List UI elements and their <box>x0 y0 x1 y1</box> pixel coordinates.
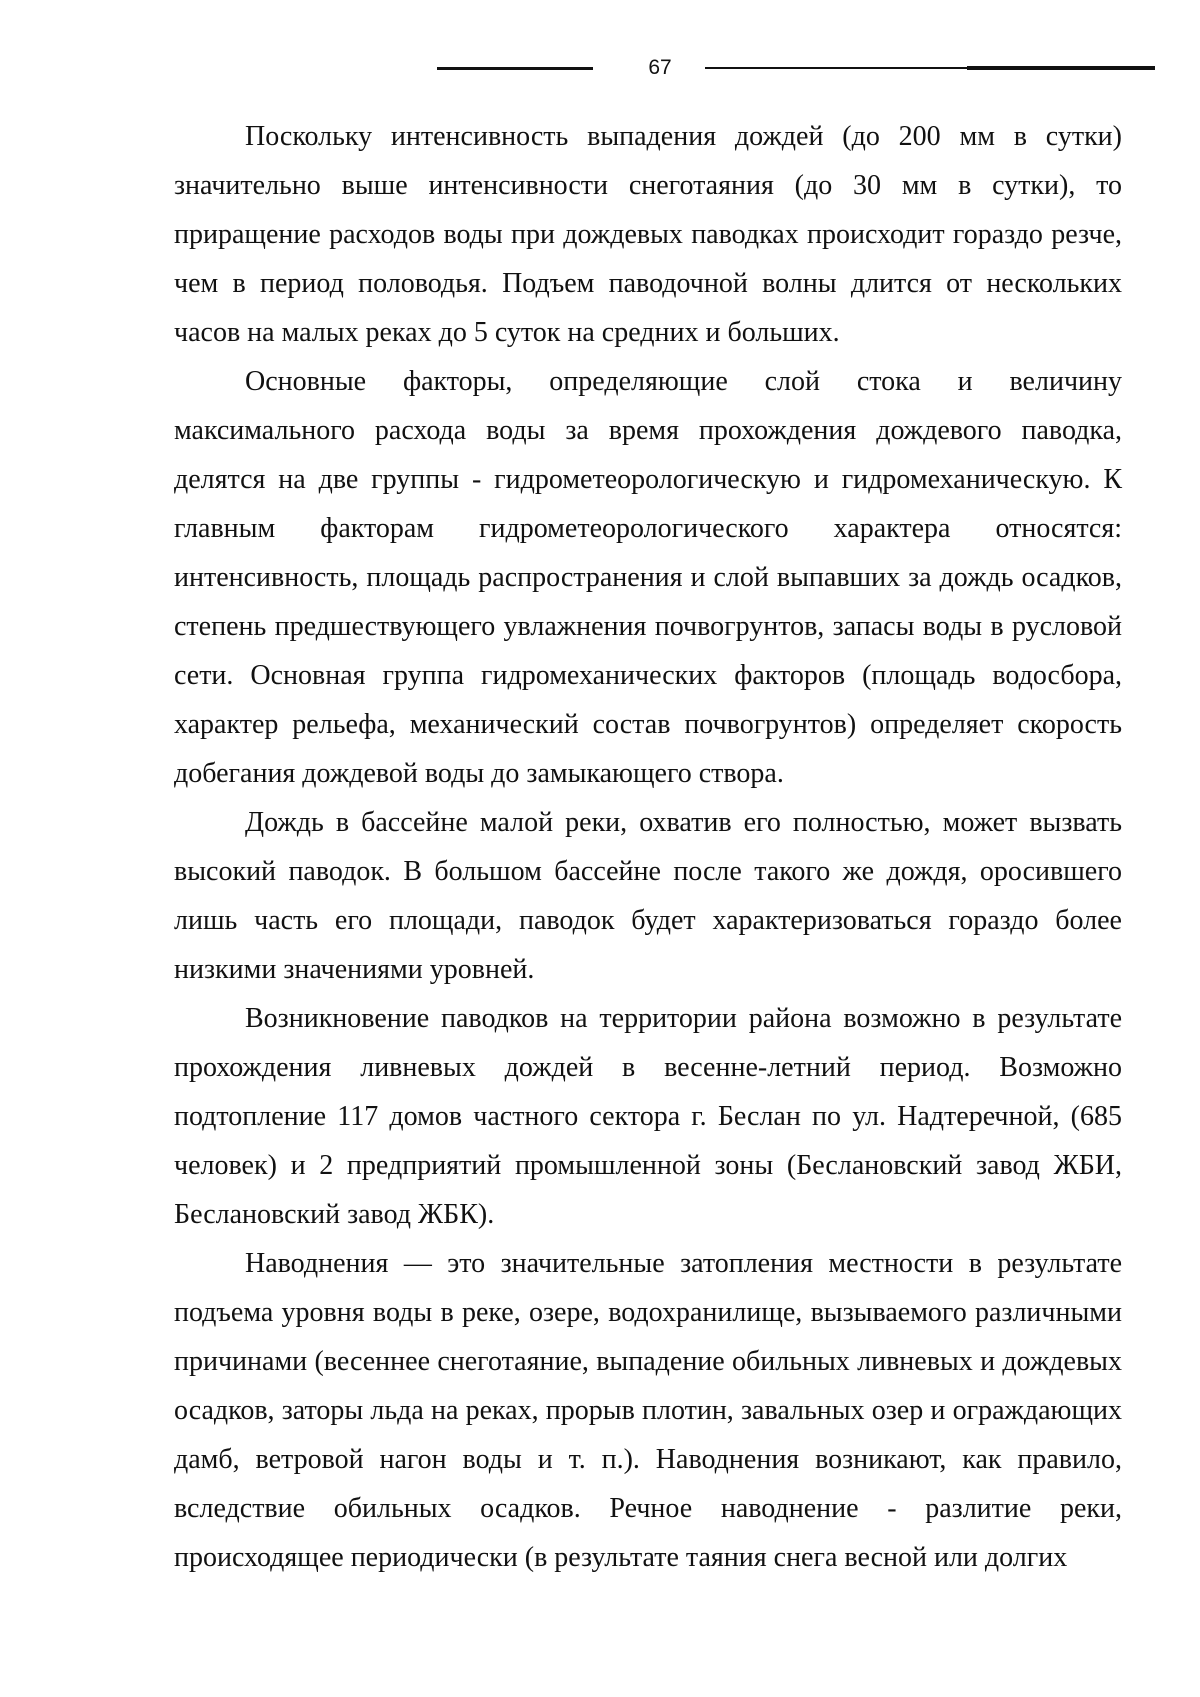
page-number: 67 <box>648 56 672 79</box>
paragraph: Дождь в бассейне малой реки, охватив его полностью, может вызвать высокий паводок. В большом бассейне после такого же дождя, оросившего лишь часть его площади, паводок будет характеризоваться гораздо более низкими значениями уровней. <box>174 807 1122 985</box>
header-rule-left <box>437 67 593 70</box>
header-rule-right-thick <box>967 66 1155 70</box>
paragraph: Основные факторы, определяющие слой стока и величину максимального расхода воды за время прохождения дождевого паводка, делятся на две группы - гидрометеорологическую и гидромеханическую. К главным факторам гидрометеорологического характера относятся: интенсивность, площадь распространения и слой выпавших за дождь осадков, степень предшествующего увлажнения почвогрунтов, запасы воды в русловой сети. Основная группа гидромеханических факторов (площадь водосбора, характер рельефа, механический состав почвогрунтов) определяет скорость добегания дождевой воды до замыкающего створа. <box>174 366 1122 789</box>
paragraph: Поскольку интенсивность выпадения дождей (до 200 мм в сутки) значительно выше интенсивности снеготаяния (до 30 мм в сутки), то приращение расходов воды при дождевых паводках происходит гораздо резче, чем в период половодья. Подъем паводочной волны длится от нескольких часов на малых реках до 5 суток на средних и больших. <box>174 121 1122 348</box>
header-rule-right <box>705 66 1155 70</box>
paragraph: Возникновение паводков на территории района возможно в результате прохождения ливневых дождей в весенне-летний период. Возможно подтопление 117 домов частного сектора г. Беслан по ул. Надтеречной, (685 человек) и 2 предприятий промышленной зоны (Беслановский завод ЖБИ, Беслановский завод ЖБК). <box>174 1003 1122 1230</box>
page-header <box>0 52 1200 92</box>
paragraph: Наводнения — это значительные затопления местности в результате подъема уровня воды в реке, озере, водохранилище, вызываемого различными причинами (весеннее снеготаяние, выпадение обильных ливневых и дождевых осадков, заторы льда на реках, прорыв плотин, завальных озер и ограждающих дамб, ветровой нагон воды и т. п.). Наводнения возникают, как правило, вследствие обильных осадков. Речное наводнение - разлитие реки, происходящее периодически (в результате таяния снега весной или долгих <box>174 1248 1122 1573</box>
document-body <box>174 112 1122 1582</box>
